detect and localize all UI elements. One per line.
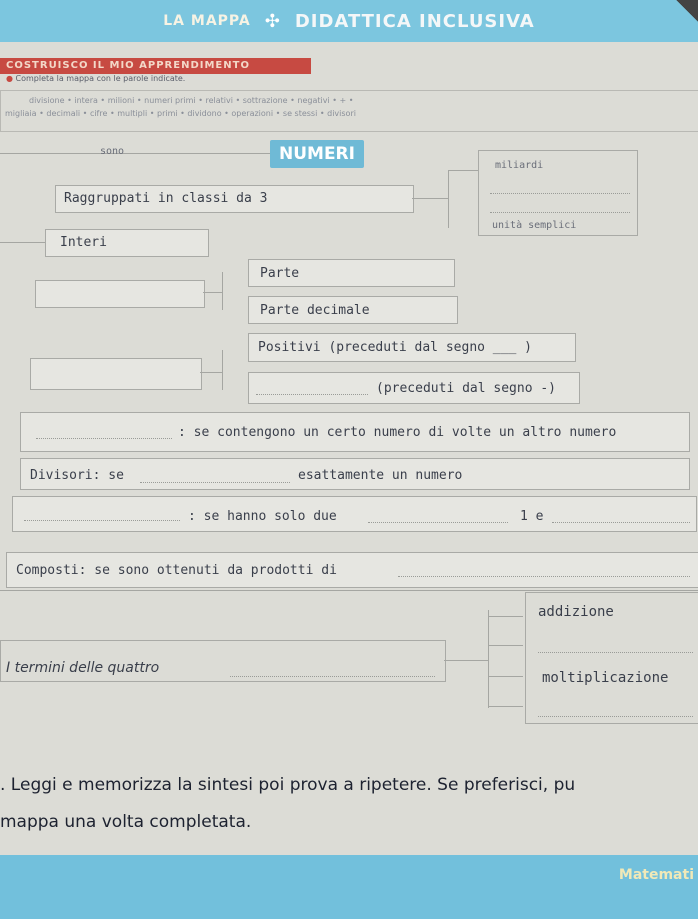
- word-bank-line-2: migliaia • decimali • cifre • multipli • primi • dividono • operazioni • se stessi • divisori: [5, 109, 356, 118]
- answer-line[interactable]: [24, 520, 180, 521]
- label-preceduti-meno: (preceduti dal segno -): [376, 381, 557, 396]
- label-positivi: Positivi (preceduti dal segno ___ ): [258, 340, 532, 355]
- instruction: [6, 74, 185, 83]
- word-bank-line-1: divisione • intera • milioni • numeri primi • relativi • sottrazione • negativi • + •: [29, 96, 354, 105]
- answer-box[interactable]: [35, 280, 205, 308]
- connector: [0, 242, 45, 243]
- answer-line[interactable]: [490, 212, 630, 213]
- label-miliardi: miliardi: [495, 160, 544, 171]
- label-composti: Composti: se sono ottenuti da prodotti di: [16, 563, 337, 578]
- answer-line[interactable]: [538, 652, 693, 653]
- connector: [444, 660, 488, 661]
- connector: [488, 645, 523, 646]
- label-interi: Interi: [60, 235, 107, 250]
- label-divisori-text: esattamente un numero: [298, 468, 463, 483]
- connector: [222, 350, 223, 390]
- connector: [222, 272, 223, 310]
- word-bank: [0, 90, 698, 132]
- label-parte: Parte: [260, 266, 300, 281]
- connector: [412, 198, 448, 199]
- answer-line[interactable]: [230, 676, 435, 677]
- label-multipli: : se contengono un certo numero di volte un altro numero: [178, 425, 617, 440]
- primes-box: [12, 496, 697, 532]
- label-unita-semplici: unità semplici: [492, 220, 577, 231]
- label-uno-e: 1 e: [520, 509, 544, 524]
- answer-line[interactable]: [256, 394, 368, 395]
- instruction-text: Completa la mappa con le parole indicate.: [15, 74, 186, 83]
- answer-line[interactable]: [140, 482, 290, 483]
- page-footer: [0, 855, 698, 919]
- plus-icon: ✣: [264, 10, 281, 32]
- label-moltiplicazione: moltiplicazione: [542, 670, 669, 686]
- answer-box[interactable]: [30, 358, 202, 390]
- connector: [448, 170, 449, 228]
- page-header: [0, 0, 698, 42]
- connector: [488, 676, 523, 677]
- label-sono: sono: [100, 146, 125, 157]
- label-addizione: addizione: [538, 604, 614, 620]
- header-title-right: DIDATTICA INCLUSIVA: [294, 10, 535, 32]
- connector: [200, 372, 222, 373]
- label-parte-decimale: Parte decimale: [260, 303, 370, 318]
- label-termini: I termini delle quattro: [6, 660, 160, 676]
- answer-line[interactable]: [398, 576, 690, 577]
- footer-label: Matemati: [618, 867, 694, 883]
- bottom-instruction-2: mappa una volta completata.: [0, 812, 252, 832]
- connector: [0, 153, 270, 154]
- bullet-icon: ●: [6, 74, 13, 83]
- divider: [0, 590, 698, 591]
- section-title: COSTRUISCO IL MIO APPRENDIMENTO: [0, 58, 311, 74]
- bottom-instruction-1: . Leggi e memorizza la sintesi poi prova a ripetere. Se preferisci, pu: [0, 775, 576, 795]
- answer-line[interactable]: [552, 522, 690, 523]
- connector: [203, 292, 223, 293]
- answer-line[interactable]: [490, 193, 630, 194]
- answer-line[interactable]: [36, 438, 172, 439]
- page-corner: [676, 0, 698, 22]
- label-raggruppati: Raggruppati in classi da 3: [64, 191, 268, 206]
- answer-line[interactable]: [368, 522, 508, 523]
- connector: [448, 170, 478, 171]
- connector: [488, 616, 523, 617]
- label-primi: : se hanno solo due: [188, 509, 337, 524]
- header-title-left: LA MAPPA: [163, 13, 251, 29]
- map-title: NUMERI: [270, 140, 364, 168]
- label-divisori: Divisori: se: [30, 468, 124, 483]
- connector: [488, 706, 523, 707]
- connector: [488, 610, 489, 708]
- answer-line[interactable]: [538, 716, 693, 717]
